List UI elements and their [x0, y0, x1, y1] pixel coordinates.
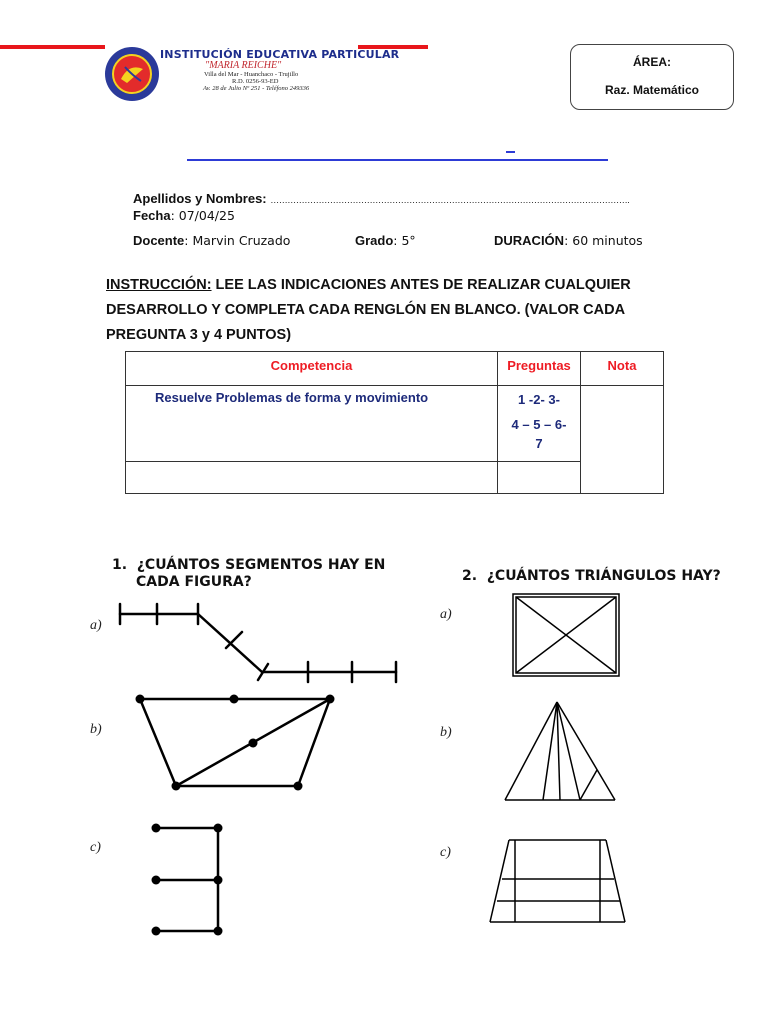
grade-label: Grado — [355, 233, 394, 248]
name-field[interactable]: ………………………………………………………………………………………………………………. — [270, 195, 630, 205]
grade-value: : 5° — [393, 233, 416, 248]
competency-cell: Resuelve Problemas de forma y movimiento — [126, 386, 498, 462]
q1a-figure — [120, 604, 396, 682]
q1c-figure — [156, 828, 218, 931]
area-label: ÁREA: — [633, 55, 671, 69]
q2-option-a: a) — [440, 607, 452, 622]
q2-option-b: b) — [440, 725, 452, 740]
name-label: Apellidos y Nombres: — [133, 191, 267, 206]
q1b-figure — [140, 699, 330, 786]
q2a-figure — [513, 594, 619, 676]
question-2-title: 2. ¿CUÁNTOS TRIÁNGULOS HAY? — [462, 568, 721, 584]
question-1-title: 1. ¿CUÁNTOS SEGMENTOS HAY EN CADA FIGURA? — [112, 557, 386, 590]
school-address-phone: Av. 28 de Julio Nº 251 - Teléfono 249336 — [203, 85, 310, 92]
school-resolution: R.D. 0256-93-ED — [232, 78, 279, 85]
q1-option-c: c) — [90, 840, 101, 855]
duration-value: : 60 minutos — [564, 233, 643, 248]
area-value: Raz. Matemático — [604, 83, 700, 97]
school-motto: "MARIA REICHE" — [205, 60, 282, 71]
header-nota: Nota — [581, 352, 664, 386]
date-label: Fecha — [133, 208, 171, 223]
q2c-figure — [490, 840, 625, 922]
teacher-label: Docente — [133, 233, 185, 248]
date-value: : 07/04/25 — [170, 208, 235, 223]
duration-label: DURACIÓN — [494, 233, 565, 248]
q1-option-a: a) — [90, 618, 102, 633]
q2b-figure — [505, 702, 615, 800]
header-competencia: Competencia — [126, 352, 498, 386]
q1-option-b: b) — [90, 722, 102, 737]
instructions-label: INSTRUCCIÓN: — [106, 277, 212, 293]
q2-option-c: c) — [440, 845, 451, 860]
school-name: INSTITUCIÓN EDUCATIVA PARTICULAR — [160, 48, 400, 61]
header-preguntas: Preguntas — [498, 352, 581, 386]
teacher-value: : Marvin Cruzado — [184, 233, 291, 248]
instructions-text: LEE LAS INDICACIONES ANTES DE REALIZAR CUALQUIER DESARROLLO Y COMPLETA CADA RENGLÓN EN BLANCO. (VALOR CADA PREGUNTA 3 y 4 PUNTOS) — [106, 277, 631, 343]
school-address: Villa del Mar - Huanchaco - Trujillo — [204, 71, 299, 78]
questions-cell: 1 -2- 3- 4 – 5 – 6- 7 — [498, 386, 581, 462]
